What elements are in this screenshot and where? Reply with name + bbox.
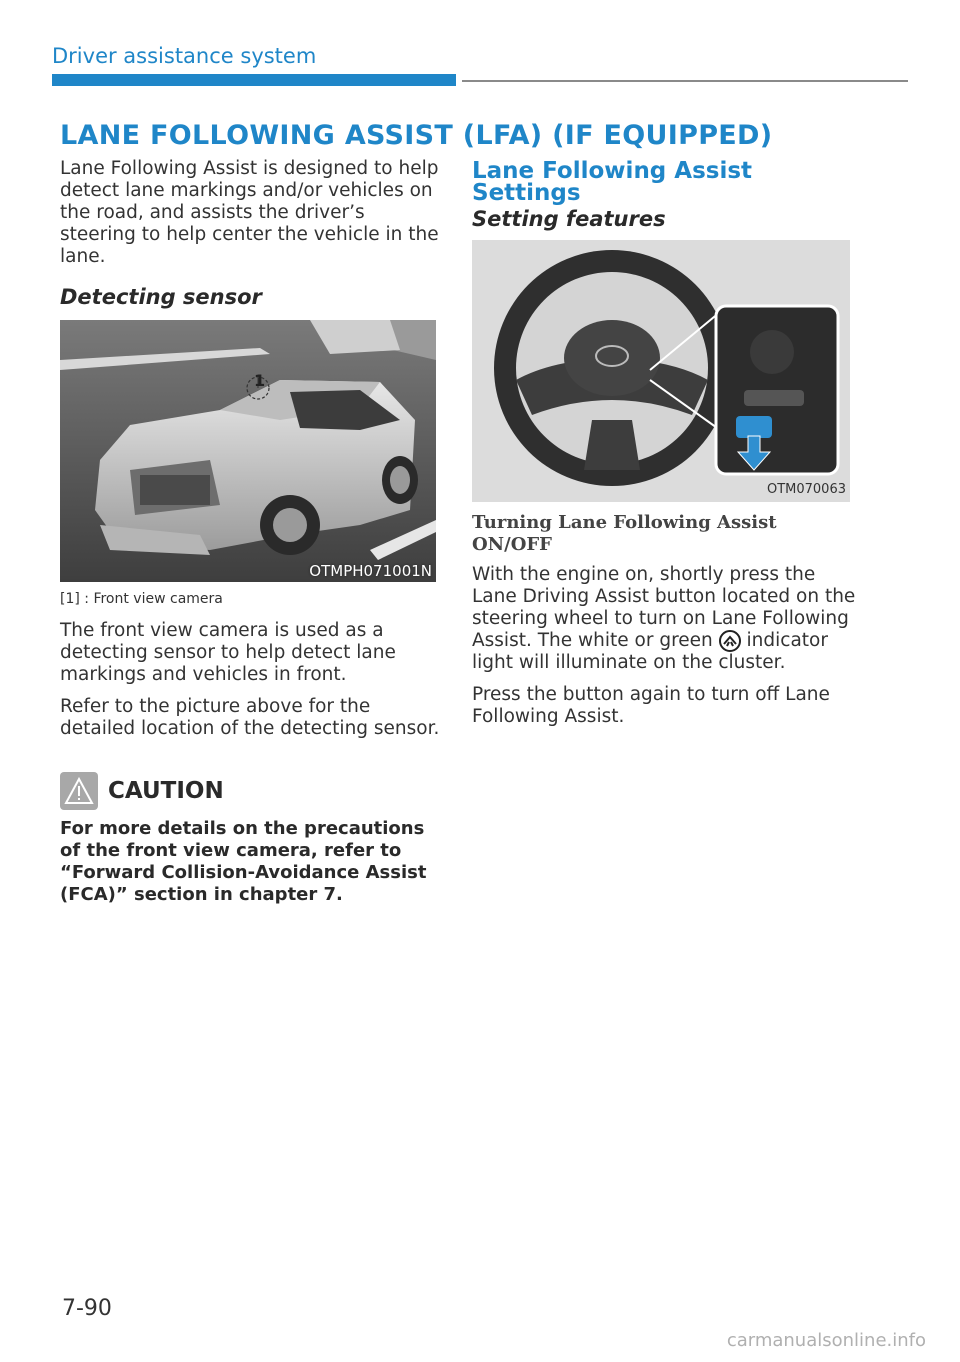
- caution-box: [60, 772, 440, 906]
- caution-heading: CAUTION: [108, 778, 224, 804]
- figure-code: OTM070063: [766, 482, 846, 497]
- turn-on-paragraph: [472, 564, 862, 674]
- section-header-title: Driver assistance system: [52, 44, 317, 68]
- sensor-paragraph-2: Refer to the picture above for the detailed location of the detecting sensor.: [60, 696, 440, 739]
- watermark: carmanualsonline.info: [726, 1330, 926, 1351]
- callout-number: 1: [254, 371, 266, 390]
- intro-paragraph: Lane Following Assist is designed to help detect lane markings and/or vehicles on the road, and assists the driver’s steering to help center the vehicle in the lane.: [60, 158, 439, 267]
- header-accent-bar: [52, 74, 456, 86]
- caution-header: [60, 772, 440, 810]
- turning-heading: Turning Lane Following Assist ON/OFF: [472, 512, 777, 555]
- detecting-sensor-heading: Detecting sensor: [60, 285, 262, 309]
- settings-heading: Lane Following Assist Settings: [472, 158, 753, 206]
- turn-on-text-a: With the engine on, shortly press the Lane Driving Assist button located on the steering wheel to turn on Lane Following Assist. The white or green: [472, 564, 856, 651]
- turn-off-paragraph: Press the button again to turn off Lane Following Assist.: [472, 684, 830, 727]
- lane-following-indicator-icon: [719, 630, 741, 652]
- car-illustration: [60, 320, 436, 582]
- turn-on-text-b: indicator light will illuminate on the cluster.: [472, 630, 828, 673]
- header-rule: [462, 80, 908, 82]
- steering-wheel-figure: [472, 240, 850, 502]
- caution-body: For more details on the precautions of the front view camera, refer to “Forward Collision-Avoidance Assist (FCA)” section in chapter 7.: [60, 818, 427, 905]
- figure-caption: [1] : Front view camera: [60, 591, 223, 607]
- page-title: LANE FOLLOWING ASSIST (LFA) (IF EQUIPPED): [60, 120, 773, 151]
- figure-code: OTMPH071001N: [309, 562, 432, 580]
- right-column: [472, 158, 862, 738]
- page-number: 7-90: [62, 1296, 112, 1321]
- warning-icon: [60, 772, 98, 810]
- setting-features-subheading: Setting features: [472, 207, 666, 231]
- steering-wheel-illustration: [472, 240, 850, 502]
- sensor-paragraph-1: The front view camera is used as a detecting sensor to help detect lane markings and vehicles in front.: [60, 620, 396, 685]
- car-camera-figure: [60, 320, 436, 582]
- left-column: [60, 158, 440, 906]
